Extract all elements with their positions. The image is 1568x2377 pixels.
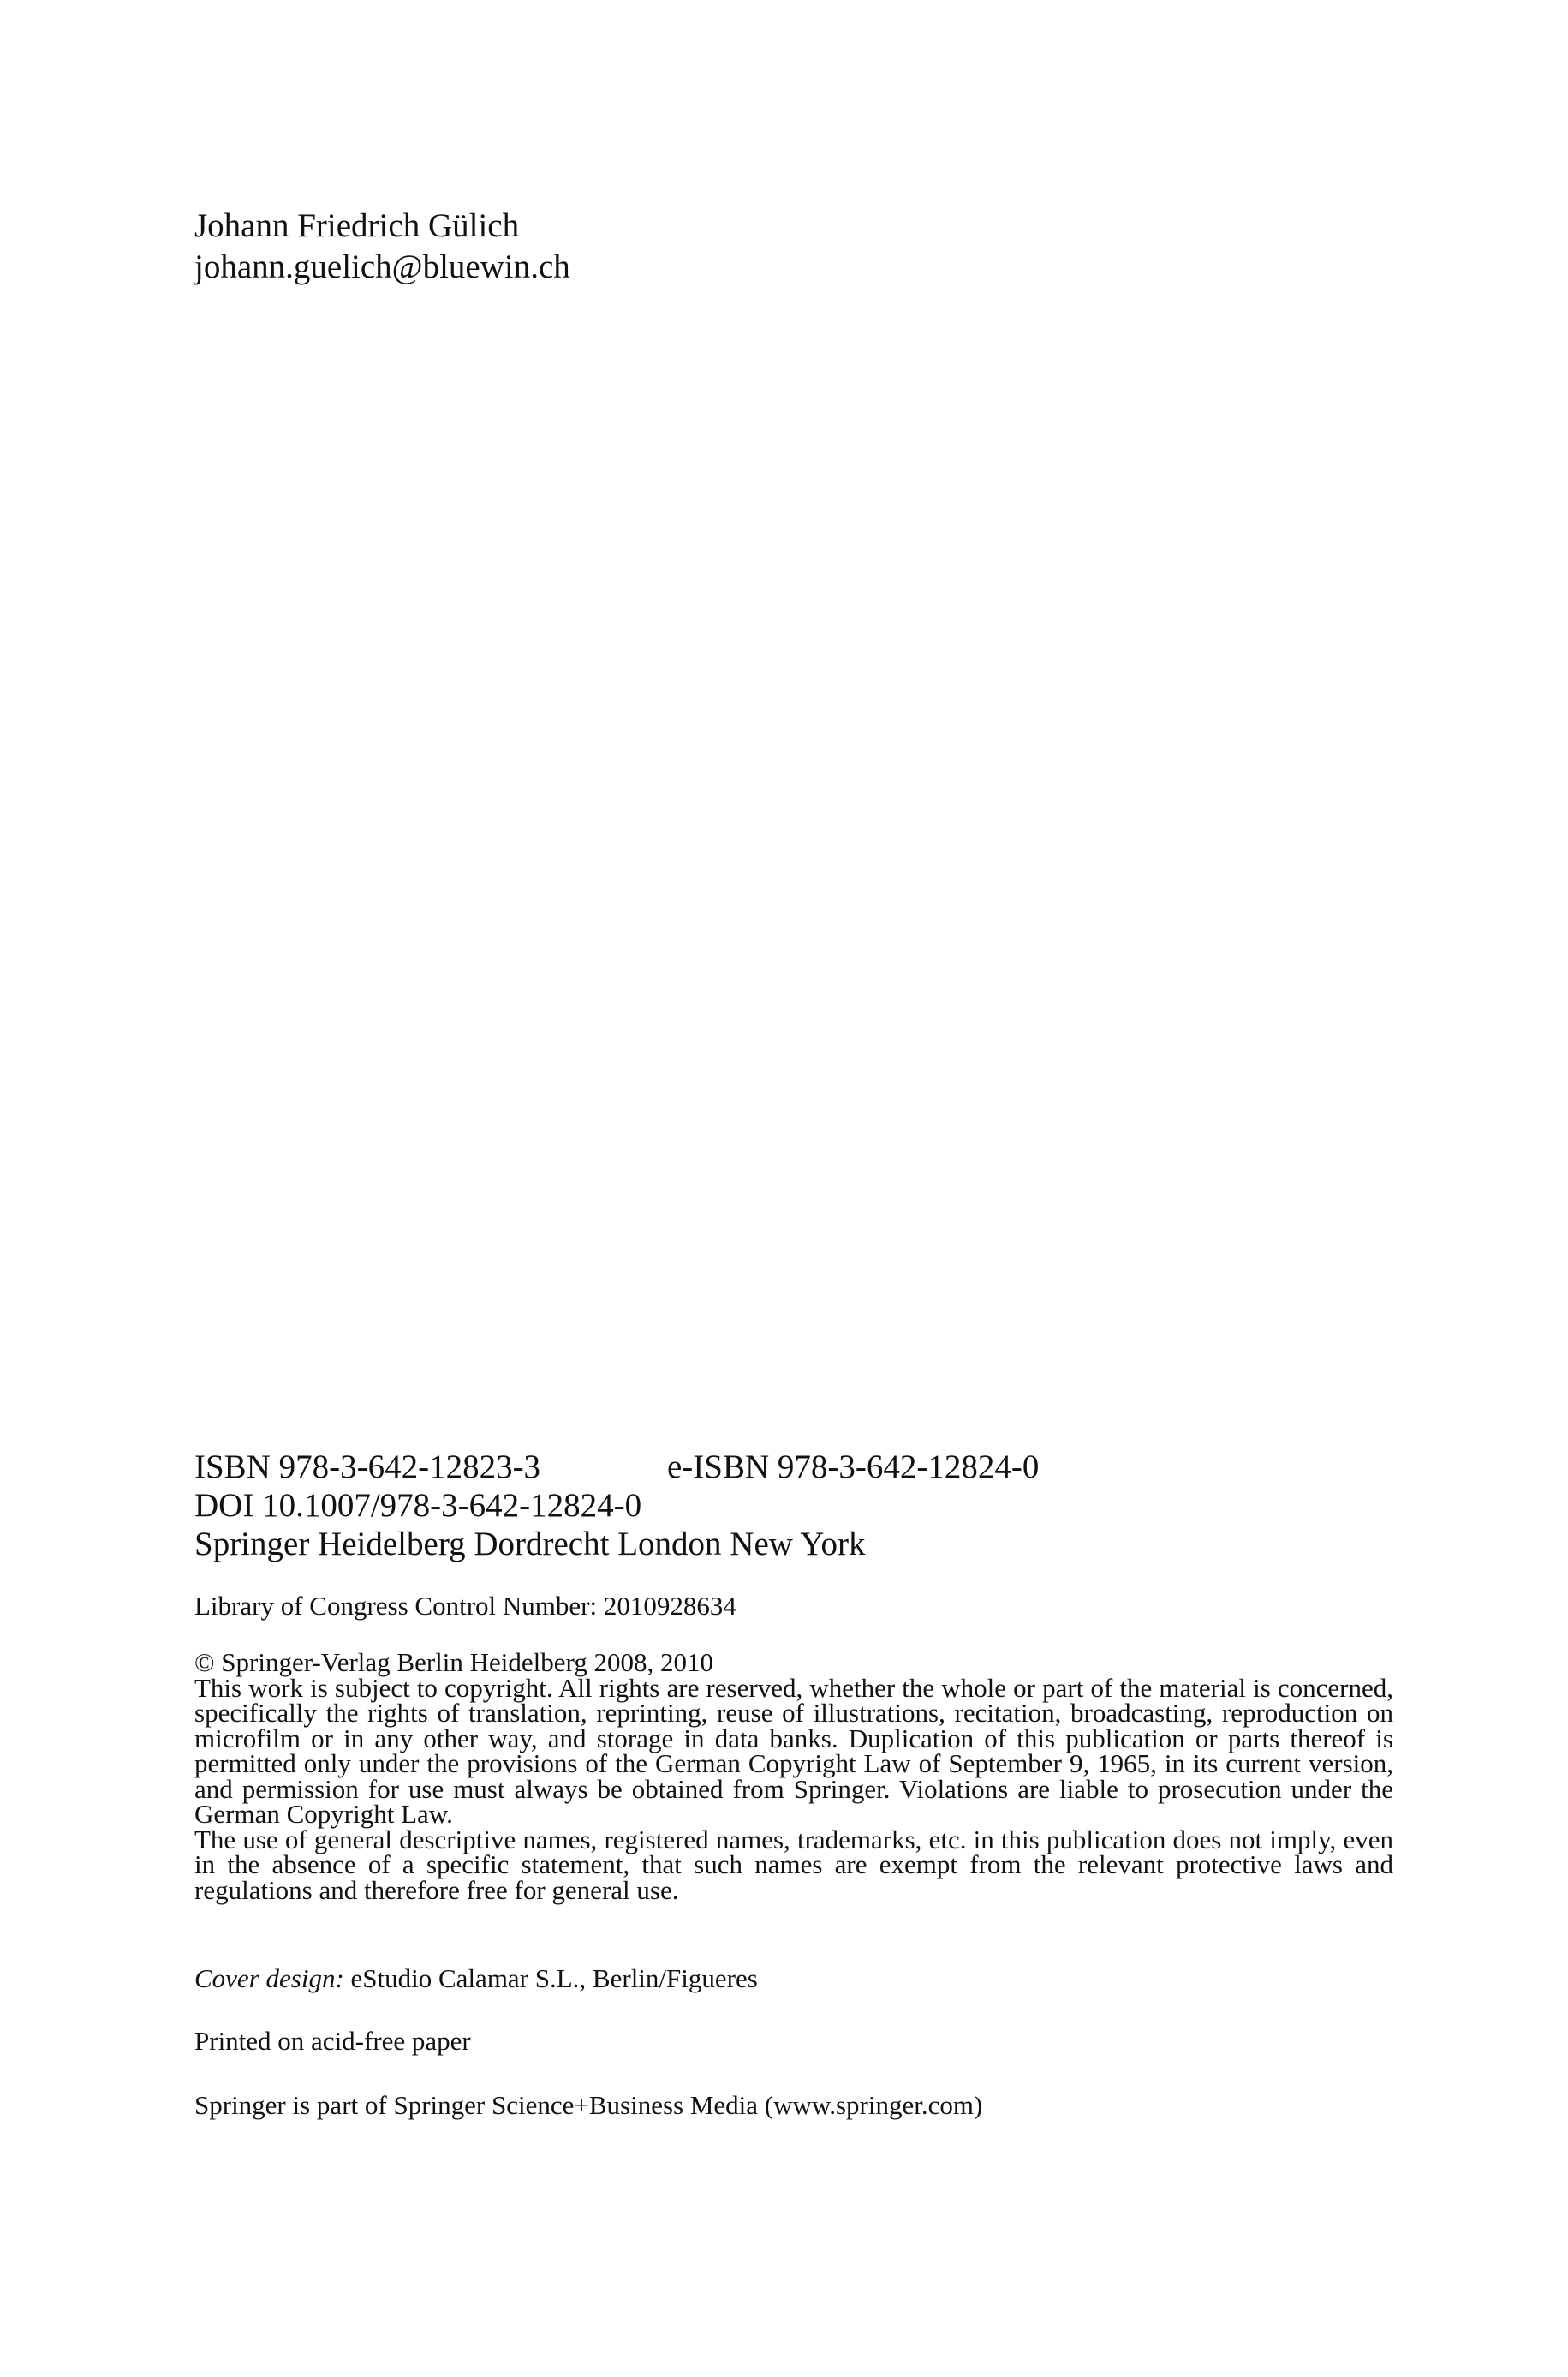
lccn: Library of Congress Control Number: 2010928634: [194, 1591, 736, 1621]
identifiers-block: [194, 1448, 1040, 1563]
author-name: Johann Friedrich Gülich: [194, 207, 520, 244]
copyright-line: © Springer-Verlag Berlin Heidelberg 2008, 2010: [194, 1647, 714, 1677]
isbn: ISBN 978-3-642-12823-3: [194, 1448, 541, 1485]
copyright-block: [194, 1647, 1393, 1905]
eisbn: e-ISBN 978-3-642-12824-0: [667, 1448, 1040, 1485]
media-note: Springer is part of Springer Science+Business Media (www.springer.com): [194, 2090, 983, 2120]
author-block: [194, 206, 570, 288]
cover-design: [194, 1962, 758, 1996]
trademark-paragraph: The use of general descriptive names, registered names, trademarks, etc. in this publication does not imply, even in the absence of a specific statement, that such names are exempt from the relevant protective laws and regulations and therefore free for general use.: [194, 1824, 1393, 1905]
paper-note: Printed on acid-free paper: [194, 2026, 471, 2056]
copyright-paragraph: This work is subject to copyright. All rights are reserved, whether the whole or part of the material is concerned, specifically the rights of translation, reprinting, reuse of illustrations, recitation, broadcasting, reproduction on microfilm or in any other way, and storage in data banks. Duplication of this publication or parts thereof is permitted only under the provisions of the German Copyright Law of September 9, 1965, in its current version, and permission for use must always be obtained from Springer. Violations are liable to prosecution under the German Copyright Law.: [194, 1672, 1393, 1829]
publisher-line: Springer Heidelberg Dordrecht London New York: [194, 1526, 866, 1562]
cover-design-value: eStudio Calamar S.L., Berlin/Figueres: [350, 1963, 758, 1993]
isbn-row: [194, 1448, 1040, 1486]
doi: DOI 10.1007/978-3-642-12824-0: [194, 1487, 642, 1524]
author-email: johann.guelich@bluewin.ch: [194, 248, 570, 285]
cover-design-label: Cover design:: [194, 1963, 344, 1993]
